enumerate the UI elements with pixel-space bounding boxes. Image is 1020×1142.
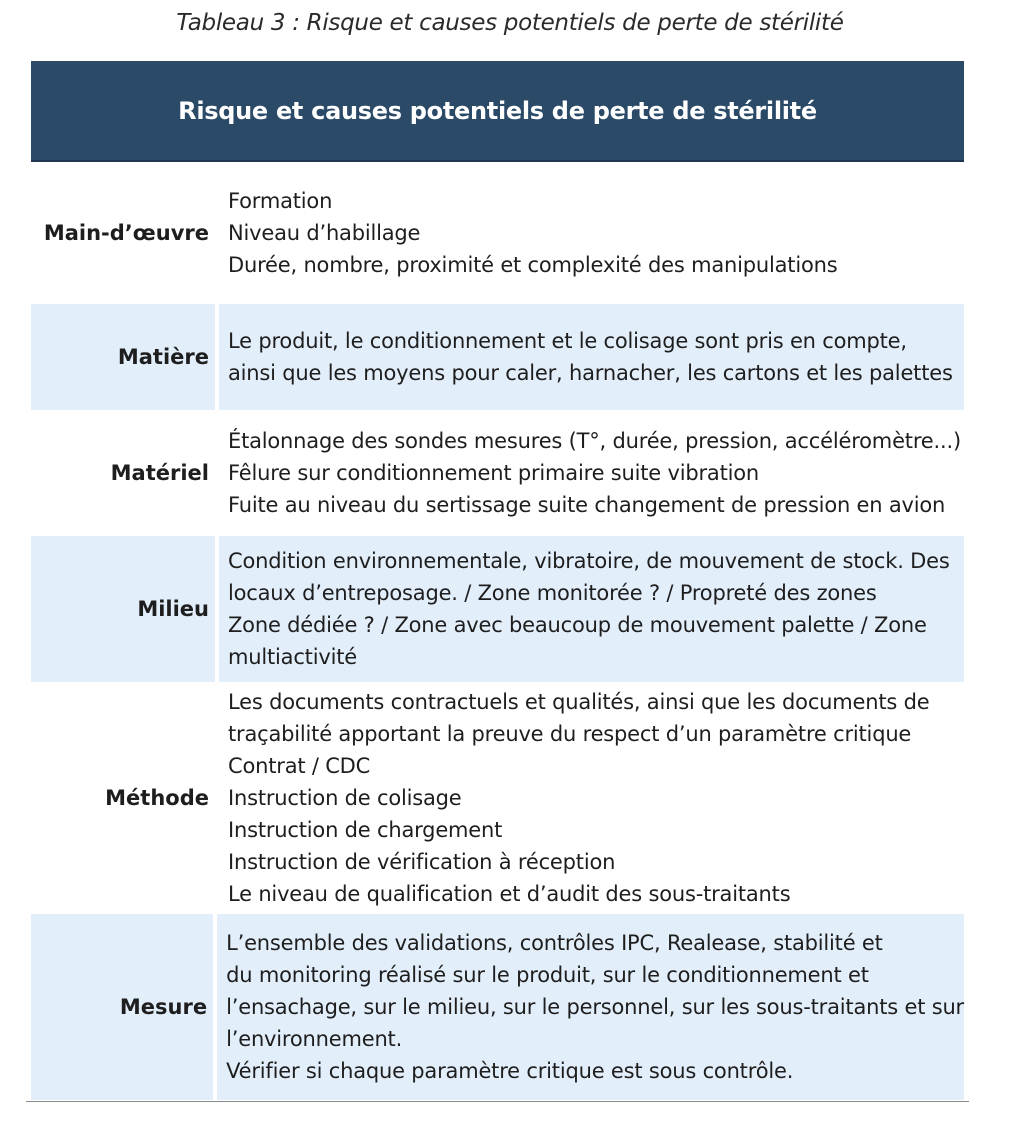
row-line: Les documents contractuels et qualités, ainsi que les documents de	[228, 690, 930, 714]
row-line: ainsi que les moyens pour caler, harnacher, les cartons et les palettes	[228, 361, 953, 385]
row-line: Vérifier si chaque paramètre critique est sous contrôle.	[226, 1059, 794, 1083]
row-label: Méthode	[105, 786, 209, 810]
row-line: Condition environnementale, vibratoire, de mouvement de stock. Des	[228, 549, 950, 573]
table-row	[31, 410, 964, 536]
row-label: Mesure	[31, 914, 213, 1100]
row-line: Contrat / CDC	[228, 754, 371, 778]
row-line: Fêlure sur conditionnement primaire suite vibration	[228, 461, 760, 485]
row-label: Milieu	[31, 536, 215, 682]
row-line: l’environnement.	[226, 1027, 403, 1051]
row-label: Matériel	[110, 461, 209, 485]
row-line: Instruction de chargement	[228, 818, 503, 842]
row-line: Formation	[228, 189, 333, 213]
row-content	[219, 682, 964, 914]
row-line: Zone dédiée ? / Zone avec beaucoup de mouvement palette / Zone	[228, 613, 927, 637]
table-row	[31, 682, 964, 914]
row-line: Le produit, le conditionnement et le colisage sont pris en compte,	[228, 329, 907, 353]
row-line: Instruction de vérification à réception	[228, 850, 616, 874]
table-row	[31, 536, 964, 682]
row-label: Matière	[31, 304, 215, 410]
row-line: Le niveau de qualification et d’audit des sous-traitants	[228, 882, 791, 906]
row-line: Étalonnage des sondes mesures (T°, durée, pression, accéléromètre...)	[228, 429, 961, 453]
table-header-title: Risque et causes potentiels de perte de stérilité	[178, 97, 817, 125]
header-divider	[31, 160, 964, 162]
row-content	[219, 536, 964, 682]
table-caption: Tableau 3 : Risque et causes potentiels de perte de stérilité	[176, 10, 844, 36]
table-row	[31, 914, 964, 1100]
row-line: Fuite au niveau du sertissage suite changement de pression en avion	[228, 493, 946, 517]
row-line: du monitoring réalisé sur le produit, sur le conditionnement et	[226, 963, 869, 987]
row-line: locaux d’entreposage. / Zone monitorée ? / Propreté des zones	[228, 581, 877, 605]
row-line: l’ensachage, sur le milieu, sur le personnel, sur les sous-traitants et sur	[226, 995, 964, 1019]
row-line: traçabilité apportant la preuve du respect d’un paramètre critique	[228, 722, 912, 746]
table-bottom-rule	[26, 1101, 969, 1102]
table-row	[31, 304, 964, 410]
row-label: Main-d’œuvre	[43, 221, 209, 245]
row-line: multiactivité	[228, 645, 357, 669]
table-row	[31, 172, 964, 294]
row-line: Durée, nombre, proximité et complexité des manipulations	[228, 253, 838, 277]
row-content	[219, 410, 964, 536]
row-line: Instruction de colisage	[228, 786, 462, 810]
row-line: L’ensemble des validations, contrôles IPC, Realease, stabilité et	[226, 931, 883, 955]
row-content	[217, 914, 964, 1100]
row-line: Niveau d’habillage	[228, 221, 421, 245]
row-content	[219, 304, 964, 410]
table-header	[31, 61, 964, 161]
row-content	[219, 172, 964, 294]
